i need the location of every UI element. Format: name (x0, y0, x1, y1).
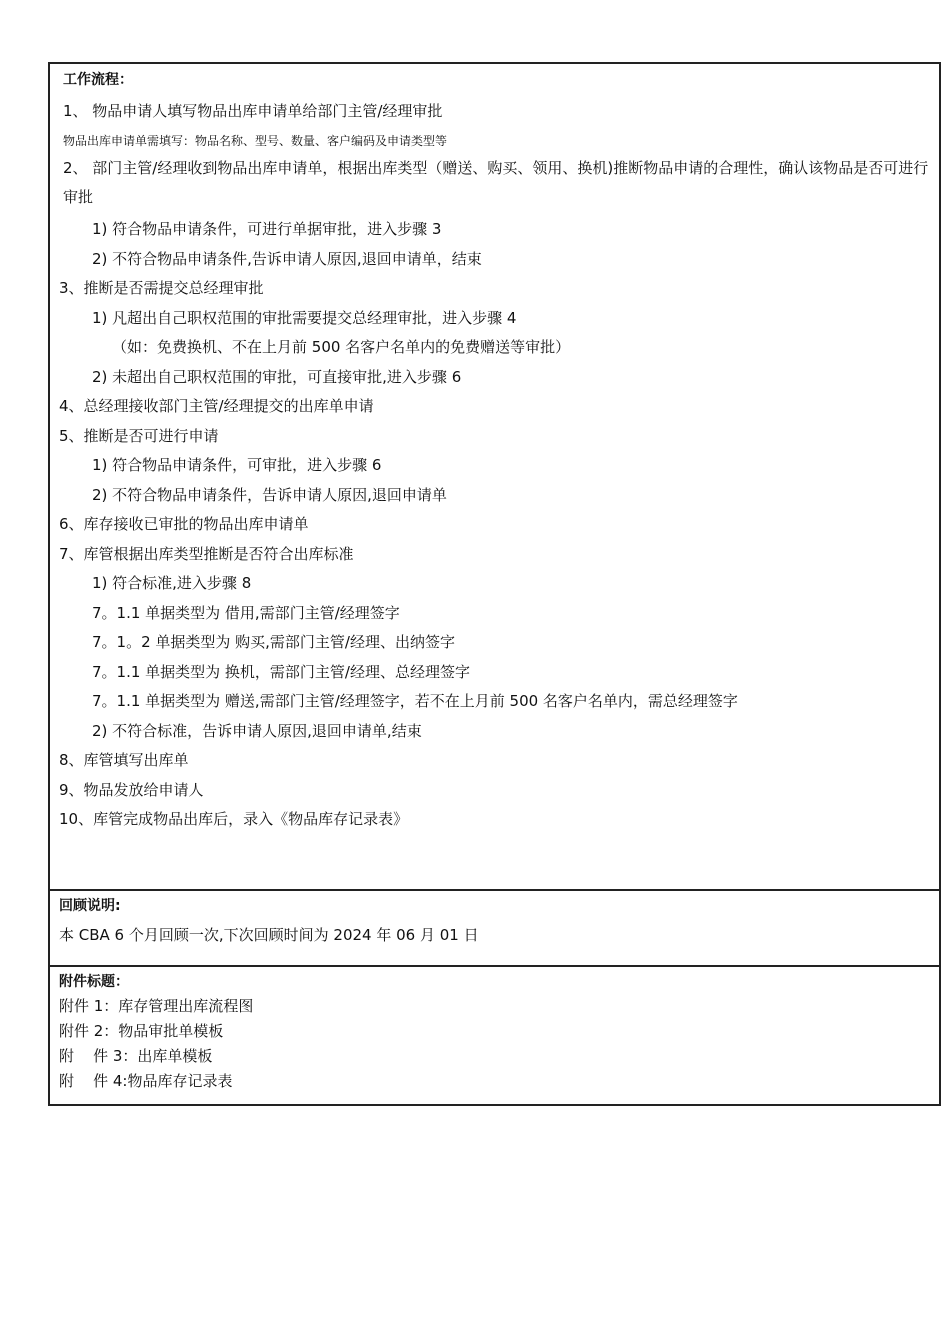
review-section (48, 891, 941, 967)
review-text: 本 CBA 6 个月回顾一次,下次回顾时间为 2024 年 06 月 01 日 (59, 926, 479, 944)
workflow-step-7: 7、库管根据出库类型推断是否符合出库标准 (59, 545, 354, 563)
workflow-step-10: 10、库管完成物品出库后，录入《物品库存记录表》 (59, 810, 409, 828)
workflow-step-7-1-3: 7。1.1 单据类型为 换机，需部门主管/经理、总经理签字 (92, 663, 470, 681)
workflow-step-3-1-note: （如：免费换机、不在上月前 500 名客户名单内的免费赠送等审批） (112, 338, 571, 356)
attachment-item: 附 件 4:物品库存记录表 (59, 1072, 233, 1090)
workflow-heading: 工作流程： (63, 72, 133, 88)
workflow-step-7-1: 1) 符合标准,进入步骤 8 (92, 574, 252, 592)
workflow-step-1: 1、 物品申请人填写物品出库申请单给部门主管/经理审批 (63, 102, 443, 120)
workflow-step-7-2: 2) 不符合标准，告诉申请人原因,退回申请单,结束 (92, 722, 422, 740)
workflow-step-5-1: 1) 符合物品申请条件，可审批，进入步骤 6 (92, 456, 382, 474)
attachment-item: 附件 1：库存管理出库流程图 (59, 997, 254, 1015)
workflow-step-1-note: 物品出库申请单需填写：物品名称、型号、数量、客户编码及申请类型等 (63, 134, 448, 148)
workflow-step-2: 2、 部门主管/经理收到物品出库申请单，根据出库类型（赠送、购买、领用、换机)推断物品申请的合理性，确认该物品是否可进行审批 (63, 159, 929, 206)
attachment-item: 附 件 3：出库单模板 (59, 1047, 213, 1065)
attachments-section (48, 967, 941, 1106)
workflow-section (48, 62, 941, 891)
workflow-step-5-2: 2) 不符合物品申请条件，告诉申请人原因,退回申请单 (92, 486, 447, 504)
workflow-step-3-1: 1) 凡超出自己职权范围的审批需要提交总经理审批，进入步骤 4 (92, 309, 517, 327)
workflow-step-8: 8、库管填写出库单 (59, 751, 189, 769)
attachments-heading: 附件标题： (59, 974, 129, 990)
workflow-step-3: 3、推断是否需提交总经理审批 (59, 279, 264, 297)
workflow-step-7-1-2: 7。1。2 单据类型为 购买,需部门主管/经理、出纳签字 (92, 633, 455, 651)
workflow-step-6: 6、库存接收已审批的物品出库申请单 (59, 515, 309, 533)
attachment-item: 附件 2：物品审批单模板 (59, 1022, 224, 1040)
workflow-step-7-1-1: 7。1.1 单据类型为 借用,需部门主管/经理签字 (92, 604, 400, 622)
workflow-step-4: 4、总经理接收部门主管/经理提交的出库单申请 (59, 397, 374, 415)
workflow-step-9: 9、物品发放给申请人 (59, 781, 204, 799)
workflow-step-2-1: 1) 符合物品申请条件，可进行单据审批，进入步骤 3 (92, 220, 442, 238)
workflow-step-3-2: 2) 未超出自己职权范围的审批，可直接审批,进入步骤 6 (92, 368, 462, 386)
review-heading: 回顾说明: (59, 898, 121, 914)
workflow-step-7-1-4: 7。1.1 单据类型为 赠送,需部门主管/经理签字，若不在上月前 500 名客户名单内，需总经理签字 (92, 692, 738, 710)
document-table (48, 62, 941, 1106)
workflow-step-5: 5、推断是否可进行申请 (59, 427, 219, 445)
workflow-step-2-2: 2) 不符合物品申请条件,告诉申请人原因,退回申请单，结束 (92, 250, 482, 268)
